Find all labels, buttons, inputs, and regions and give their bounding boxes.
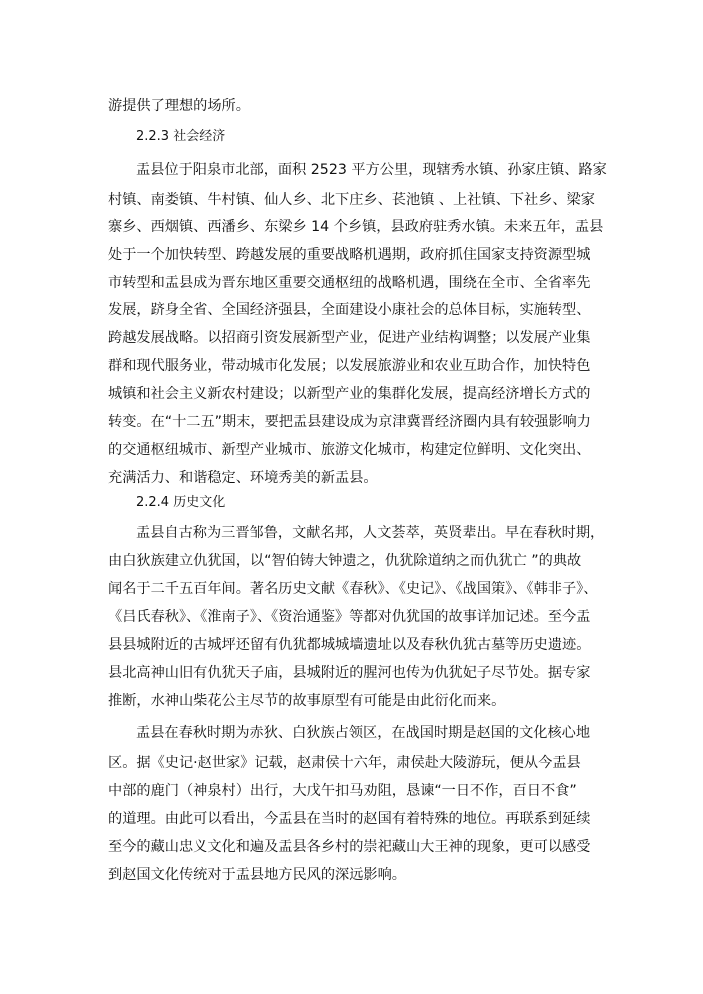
section-heading-social-economy: 2.2.3 社会经济 [136, 129, 226, 144]
paragraph-line: 《吕氏春秋》、《淮南子》、《资治通鉴》等都对仇犹国的故事详加记述。至今盂 [108, 609, 591, 625]
paragraph-line: 发展，跻身全省、全国经济强县，全面建设小康社会的总体目标，实施转型、 [108, 302, 591, 318]
section-heading-history-culture: 2.2.4 历史文化 [136, 495, 226, 510]
paragraph-line: 盂县位于阳泉市北部，面积 2523 平方公里，现辖秀水镇、孙家庄镇、路家 [136, 162, 607, 178]
paragraph-line: 转变。在“十二五”期末，要把盂县建设成为京津冀晋经济圈内具有较强影响力 [108, 414, 591, 430]
paragraph-line: 由白狄族建立仇犹国，以“智伯铸大钟遗之，仇犹除道纳之而仇犹亡 ”的典故 [108, 553, 582, 569]
paragraph-line: 市转型和盂县成为晋东地区重要交通枢纽的战略机遇，围绕在全市、全省率先 [108, 275, 591, 291]
paragraph-line: 推断，水神山柴花公主尽节的故事原型有可能是由此衍化而来。 [108, 693, 506, 709]
paragraph-line: 的交通枢纽城市、新型产业城市、旅游文化城市，构建定位鲜明、文化突出、 [108, 442, 591, 458]
paragraph-line: 盂县在春秋时期为赤狄、白狄族占领区，在战国时期是赵国的文化核心地 [136, 725, 591, 741]
paragraph-line: 县县城附近的古城坪还留有仇犹都城城墙遗址以及春秋仇犹古墓等历史遗迹。 [108, 637, 591, 653]
paragraph-line: 村镇、南娄镇、牛村镇、仙人乡、北下庄乡、苌池镇 、上社镇、下社乡、梁家 [108, 192, 595, 208]
paragraph-line: 至今的藏山忠义文化和遍及盂县各乡村的崇祀藏山大王神的现象，更可以感受 [108, 839, 591, 855]
paragraph-line: 中部的鹿门（神泉村）出行，大戊午扣马劝阻，恳谏“一日不作，百日不食” [108, 783, 577, 799]
paragraph-line: 处于一个加快转型、跨越发展的重要战略机遇期，政府抓住国家支持资源型城 [108, 247, 591, 263]
paragraph-line: 充满活力、和谐稳定、环境秀美的新盂县。 [108, 470, 378, 486]
paragraph-line: 区。据《史记·赵世家》记载，赵肃侯十六年，肃侯赴大陵游玩，便从今盂县 [108, 755, 581, 771]
paragraph-line: 城镇和社会主义新农村建设；以新型产业的集群化发展，提高经济增长方式的 [108, 386, 591, 402]
paragraph-line: 跨越发展战略。以招商引资发展新型产业，促进产业结构调整；以发展产业集 [108, 330, 591, 346]
paragraph-line: 到赵国文化传统对于盂县地方民风的深远影响。 [108, 867, 406, 883]
paragraph-line: 的道理。由此可以看出，今盂县在当时的赵国有着特殊的地位。再联系到延续 [108, 811, 591, 827]
paragraph-line: 县北高神山旧有仇犹天子庙，县城附近的腥河也传为仇犹妃子尽节处。据专家 [108, 665, 591, 681]
paragraph-line: 群和现代服务业，带动城市化发展；以发展旅游业和农业互助合作，加快特色 [108, 358, 591, 374]
paragraph-line: 寨乡、西烟镇、西潘乡、东梁乡 14 个乡镇，县政府驻秀水镇。未来五年，盂县 [108, 219, 604, 235]
paragraph-line: 盂县自古称为三晋邹鲁，文献名邦，人文荟萃，英贤辈出。早在春秋时期， [136, 525, 605, 541]
paragraph-line: 闻名于二千五百年间。著名历史文献《春秋》、《史记》、《战国策》、《韩非子》、 [108, 581, 598, 597]
paragraph-line: 游提供了理想的场所。 [108, 98, 250, 114]
